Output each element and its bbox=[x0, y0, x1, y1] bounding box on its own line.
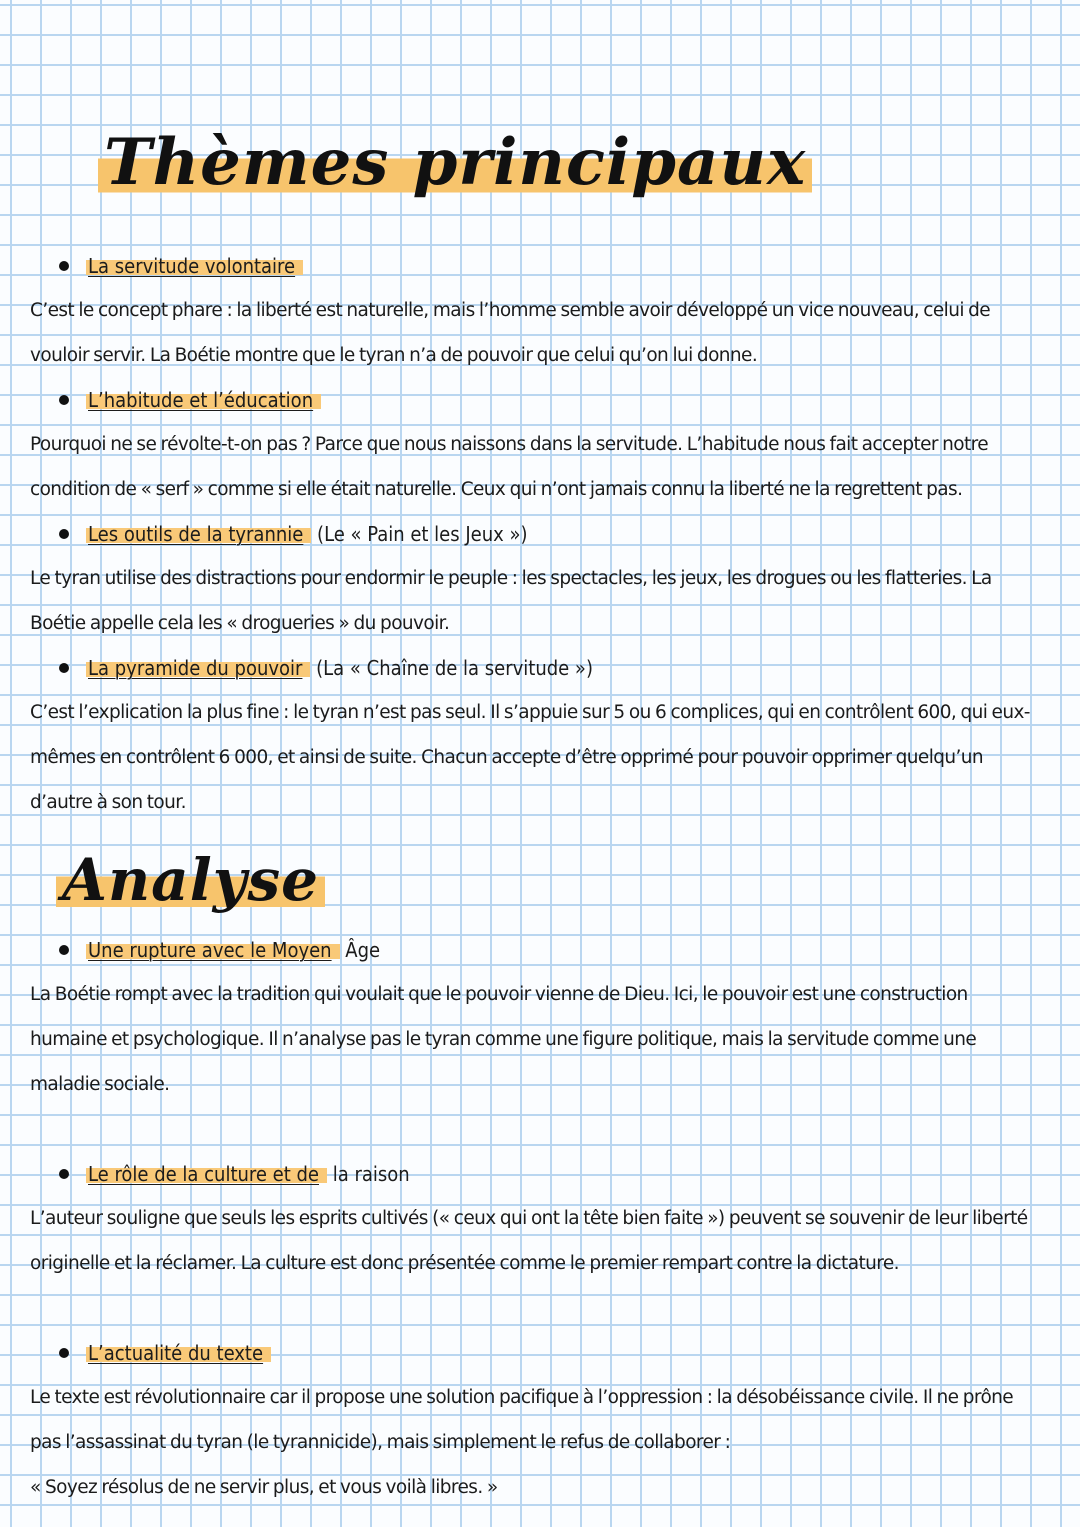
analyse-bullet-1 bbox=[30, 928, 1030, 972]
analyse-bullet-2 bbox=[30, 1152, 1030, 1196]
analyse-bullet-2-label: Le rôle de la culture et de bbox=[86, 1162, 327, 1186]
analyse-section bbox=[30, 928, 1030, 1510]
themes-bullet-2-label: L’habitude et l’éducation bbox=[86, 388, 321, 412]
analyse-paragraph-2: L’auteur souligne que seuls les esprits cultivés (« ceux qui ont la tête bien faite ») peuvent se souvenir de leur liberté originelle et la réclamer. La culture est donc présentée comme le premier rempart contre la dictature. bbox=[30, 1208, 1028, 1274]
analyse-paragraph-1: La Boétie rompt avec la tradition qui voulait que le pouvoir vienne de Dieu. Ici, le pouvoir est une construction humaine et psychologique. Il n’analyse pas le tyran comme une figure politique, mais la servitude comme une maladie sociale. bbox=[30, 984, 977, 1095]
themes-bullet-1-label: La servitude volontaire bbox=[86, 254, 303, 278]
spacer bbox=[30, 1107, 1030, 1152]
analyse-bullet-1-label: Une rupture avec le Moyen bbox=[86, 938, 340, 962]
analyse-heading-text: Analyse bbox=[56, 846, 325, 914]
themes-bullet-3 bbox=[30, 512, 1030, 556]
themes-bullet-4 bbox=[30, 646, 1030, 690]
themes-paragraph-4: C’est l’explication la plus fine : le tyran n’est pas seul. Il s’appuie sur 5 ou 6 complices, qui en contrôlent 600, qui eux-mêmes en contrôlent 6 000, et ainsi de suite. Chacun accepte d’être opprimé pour pouvoir opprimer quelqu’un d’autre à son tour. bbox=[30, 702, 1030, 813]
analyse-bullet-3 bbox=[30, 1331, 1030, 1375]
analyse-quote: « Soyez résolus de ne servir plus, et vous voilà libres. » bbox=[30, 1477, 498, 1498]
spacer bbox=[30, 1286, 1030, 1331]
themes-paragraph-3: Le tyran utilise des distractions pour endormir le peuple : les spectacles, les jeux, les drogues ou les flatteries. La Boétie appelle cela les « drogueries » du pouvoir. bbox=[30, 568, 992, 634]
themes-bullet-4-label: La pyramide du pouvoir bbox=[86, 656, 310, 680]
analyse-heading bbox=[56, 840, 325, 920]
analyse-bullet-3-label: L’actualité du texte bbox=[86, 1341, 271, 1365]
themes-paragraph-2: Pourquoi ne se révolte-t-on pas ? Parce que nous naissons dans la servitude. L’habitude nous fait accepter notre condition de « serf » comme si elle était naturelle. Ceux qui n’ont jamais connu la liberté ne la regrettent pas. bbox=[30, 434, 989, 500]
themes-bullet-2 bbox=[30, 378, 1030, 422]
analyse-bullet-2-suffix: la raison bbox=[327, 1162, 410, 1186]
themes-heading bbox=[98, 118, 812, 208]
themes-bullet-1 bbox=[30, 244, 1030, 288]
themes-heading-text: Thèmes principaux bbox=[98, 125, 812, 200]
themes-section bbox=[30, 244, 1030, 825]
themes-paragraph-1: C’est le concept phare : la liberté est naturelle, mais l’homme semble avoir développé un vice nouveau, celui de vouloir servir. La Boétie montre que le tyran n’a de pouvoir que celui qu’on lui donne. bbox=[30, 300, 991, 366]
analyse-bullet-1-suffix: Âge bbox=[339, 938, 381, 962]
themes-bullet-3-suffix: (Le « Pain et les Jeux ») bbox=[311, 522, 528, 546]
themes-bullet-4-suffix: (La « Chaîne de la servitude ») bbox=[310, 656, 593, 680]
analyse-paragraph-3: Le texte est révolutionnaire car il propose une solution pacifique à l’oppression : la désobéissance civile. Il ne prône pas l’assassinat du tyran (le tyrannicide), mais simplement le refus de collaborer : bbox=[30, 1387, 1014, 1453]
themes-bullet-3-label: Les outils de la tyrannie bbox=[86, 522, 311, 546]
